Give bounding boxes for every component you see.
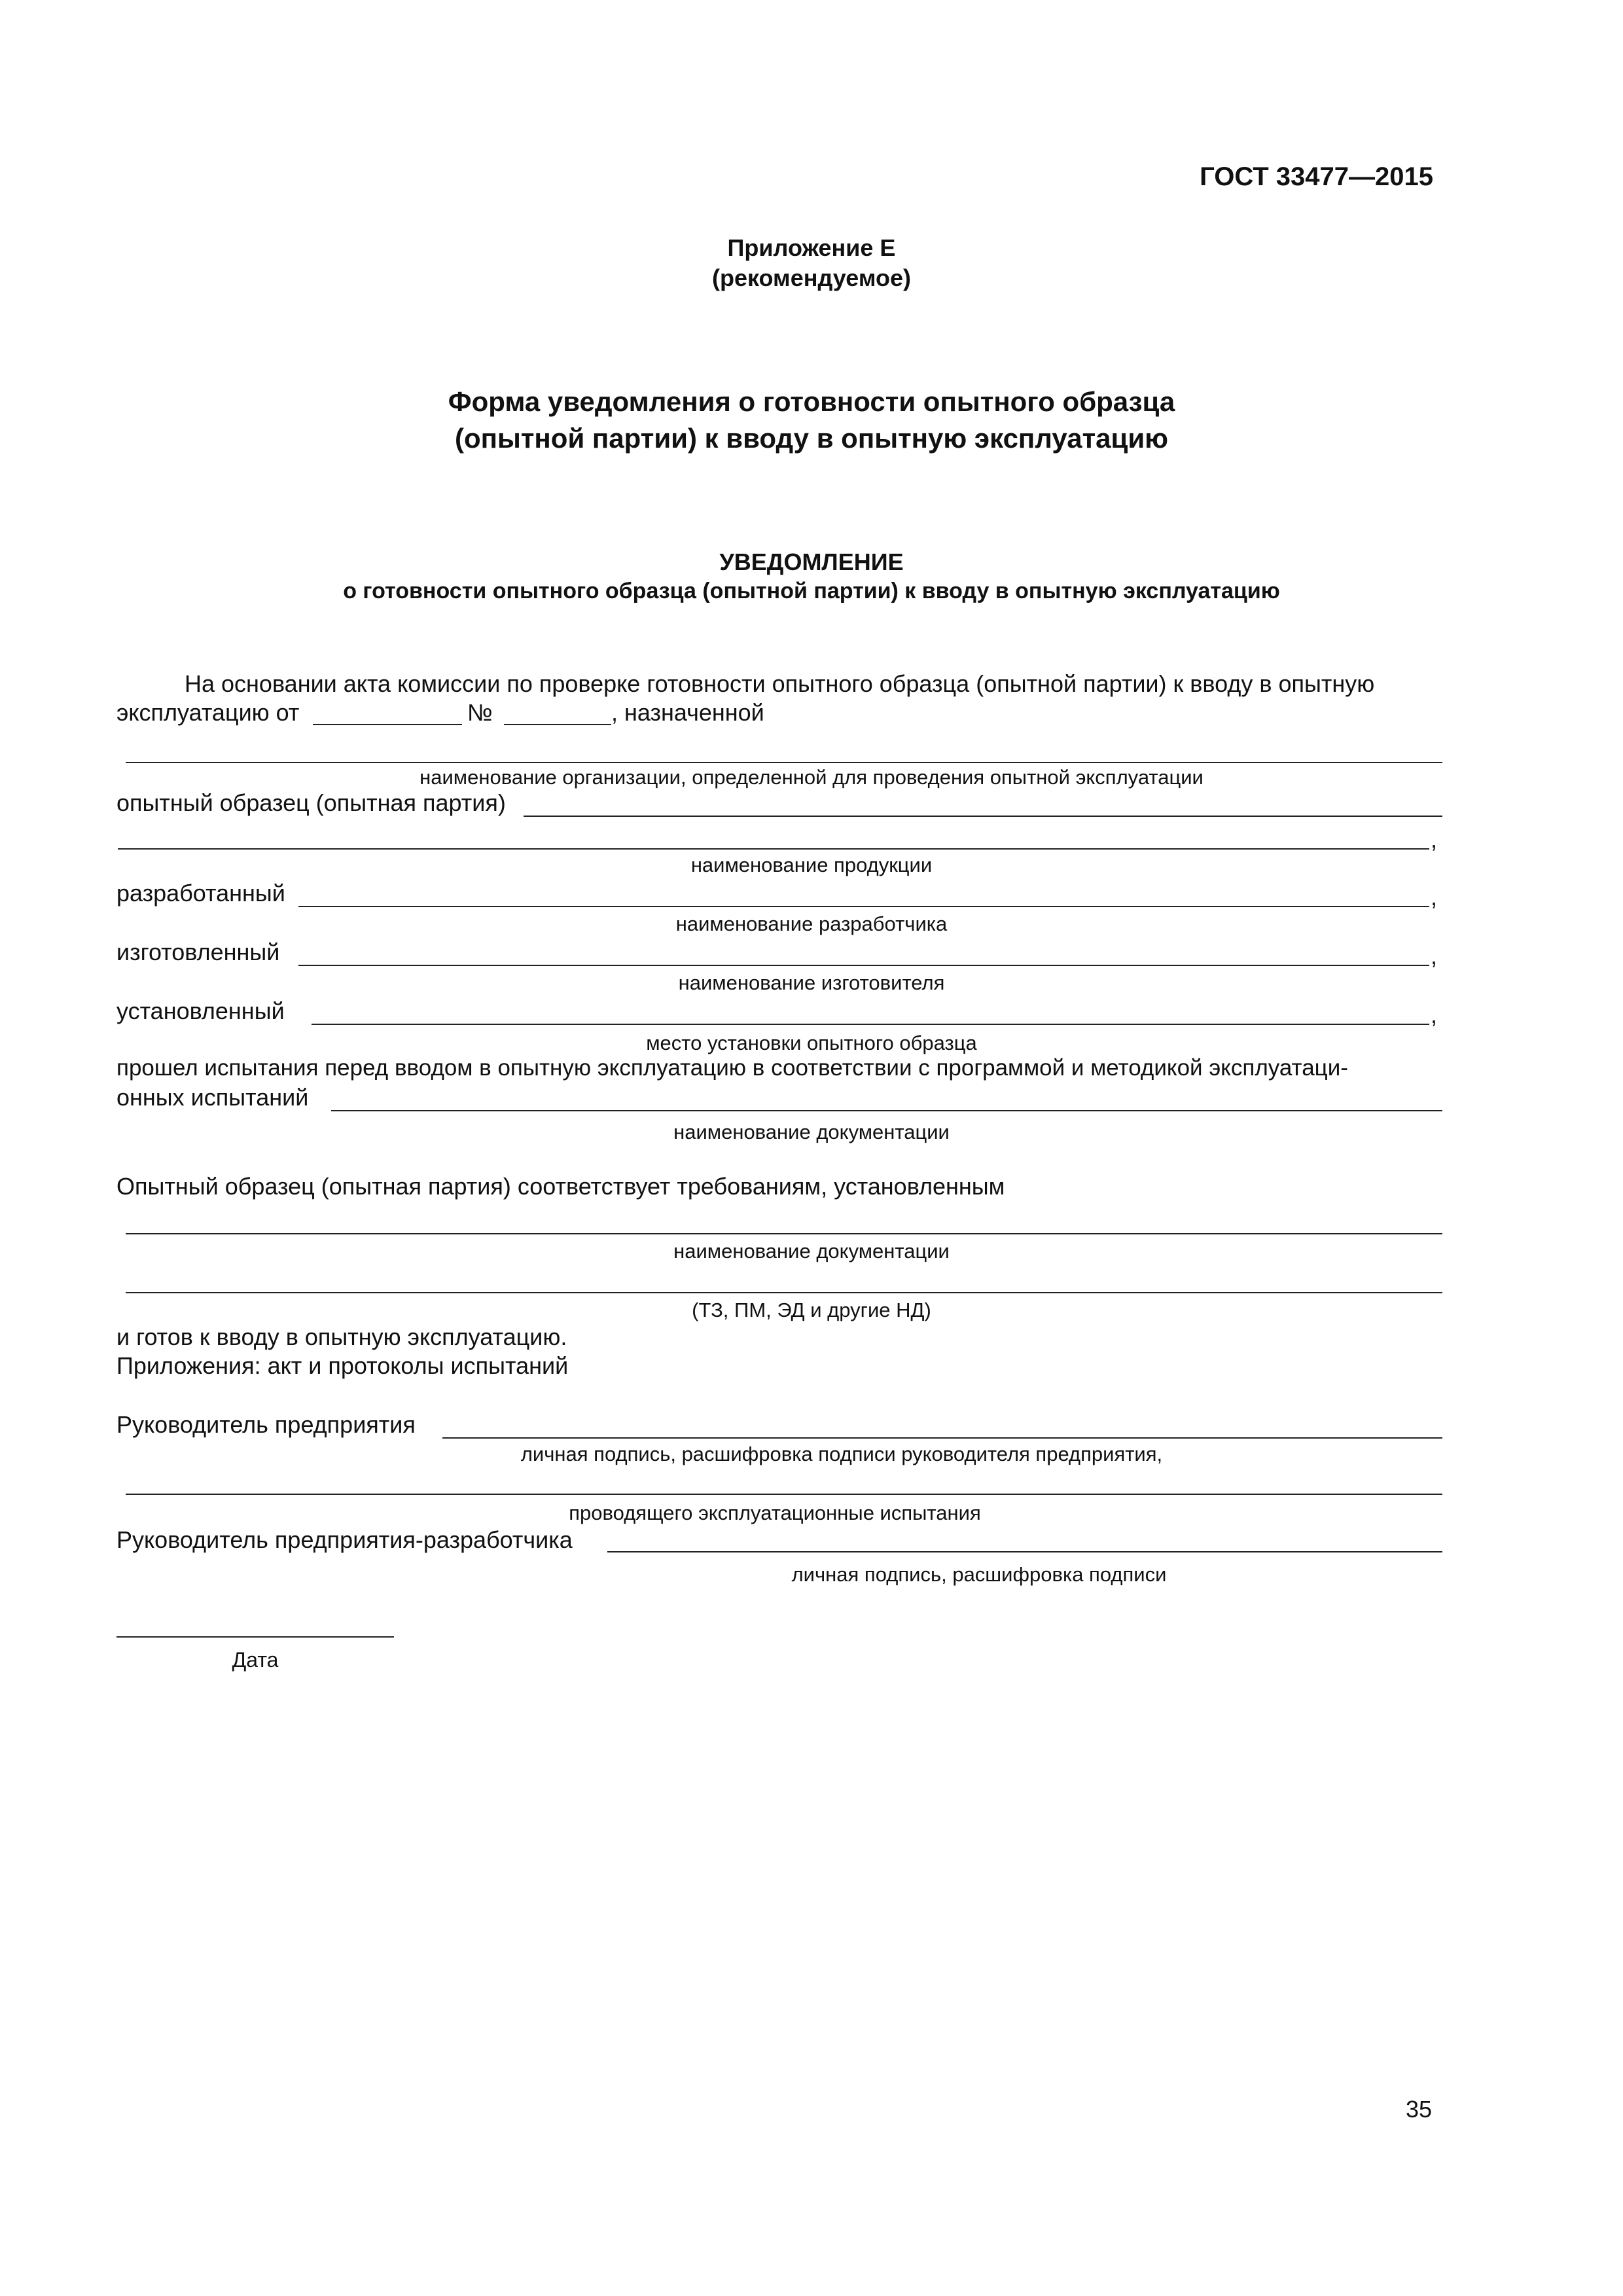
head-signature-line2[interactable]	[126, 1494, 1442, 1495]
caption-dev-sign: личная подпись, расшифровка подписи	[791, 1563, 1167, 1586]
caption-docs2: наименование документации	[673, 1240, 950, 1263]
developed-label: разработанный	[116, 880, 285, 906]
manufacturer-line[interactable]	[298, 965, 1429, 966]
caption-manufacturer: наименование изготовителя	[678, 971, 945, 994]
attachments-text: Приложения: акт и протоколы испытаний	[116, 1352, 569, 1379]
tested-line2: онных испытаний	[116, 1084, 309, 1111]
comma-manufacturer: ,	[1431, 942, 1438, 969]
caption-head-sign2: проводящего эксплуатационные испытания	[569, 1501, 981, 1524]
notice-subheading: о готовности опытного образца (опытной партии) к вводу в опытную эксплуатацию	[343, 579, 1280, 603]
compliance-text: Опытный образец (опытная партия) соответствует требованиям, установленным	[116, 1173, 1005, 1200]
head-signature-line[interactable]	[442, 1437, 1442, 1439]
caption-product: наименование продукции	[690, 853, 933, 876]
manufactured-label: изготовленный	[116, 939, 280, 965]
para1-assigned: , назначенной	[611, 699, 764, 726]
appendix-title: Приложение Е	[727, 234, 896, 261]
location-line[interactable]	[312, 1024, 1429, 1025]
head-label: Руководитель предприятия	[116, 1411, 416, 1438]
caption-nd: (ТЗ, ПМ, ЭД и другие НД)	[692, 1299, 931, 1321]
sample-label: опытный образец (опытная партия)	[116, 789, 506, 816]
dev-head-signature-line[interactable]	[607, 1551, 1442, 1552]
caption-developer: наименование разработчика	[675, 912, 948, 935]
installed-label: установленный	[116, 997, 285, 1024]
para1-from: эксплуатацию от	[116, 699, 300, 726]
dev-head-label: Руководитель предприятия-разработчика	[116, 1526, 573, 1553]
nd-line[interactable]	[126, 1292, 1442, 1293]
requirements-docs-line[interactable]	[126, 1233, 1442, 1234]
para1-number-sign: №	[467, 699, 493, 726]
caption-organization: наименование организации, определенной для проведения опытной эксплуатации	[419, 766, 1204, 789]
product-line[interactable]	[118, 848, 1429, 850]
comma-location: ,	[1431, 1001, 1438, 1028]
page-number: 35	[1405, 2096, 1432, 2123]
date-blank-line[interactable]	[313, 724, 462, 725]
ready-text: и готов к вводу в опытную эксплуатацию.	[116, 1323, 567, 1350]
form-title-line1: Форма уведомления о готовности опытного образца	[448, 386, 1175, 417]
test-docs-line[interactable]	[331, 1110, 1442, 1111]
organization-line[interactable]	[126, 762, 1442, 763]
standard-number: ГОСТ 33477—2015	[1200, 162, 1433, 191]
developer-line[interactable]	[298, 906, 1429, 907]
comma-developer: ,	[1431, 884, 1438, 910]
notice-heading: УВЕДОМЛЕНИЕ	[719, 548, 904, 575]
caption-location: место установки опытного образца	[646, 1031, 977, 1054]
number-blank-line[interactable]	[504, 724, 611, 725]
date-line[interactable]	[116, 1636, 394, 1638]
tested-line1: прошел испытания перед вводом в опытную эксплуатацию в соответствии с программой и методикой эксплуатаци-	[116, 1055, 1348, 1081]
form-title-line2: (опытной партии) к вводу в опытную эксплуатацию	[454, 423, 1169, 454]
caption-docs1: наименование документации	[673, 1121, 950, 1143]
para1-line1: На основании акта комиссии по проверке готовности опытного образца (опытной партии) к вводу в опытную	[185, 670, 1375, 697]
comma-product: ,	[1431, 826, 1438, 853]
date-label: Дата	[232, 1648, 279, 1672]
caption-head-sign: личная подпись, расшифровка подписи руководителя предприятия,	[520, 1443, 1163, 1465]
sample-line[interactable]	[524, 816, 1442, 817]
appendix-status: (рекомендуемое)	[712, 264, 911, 291]
